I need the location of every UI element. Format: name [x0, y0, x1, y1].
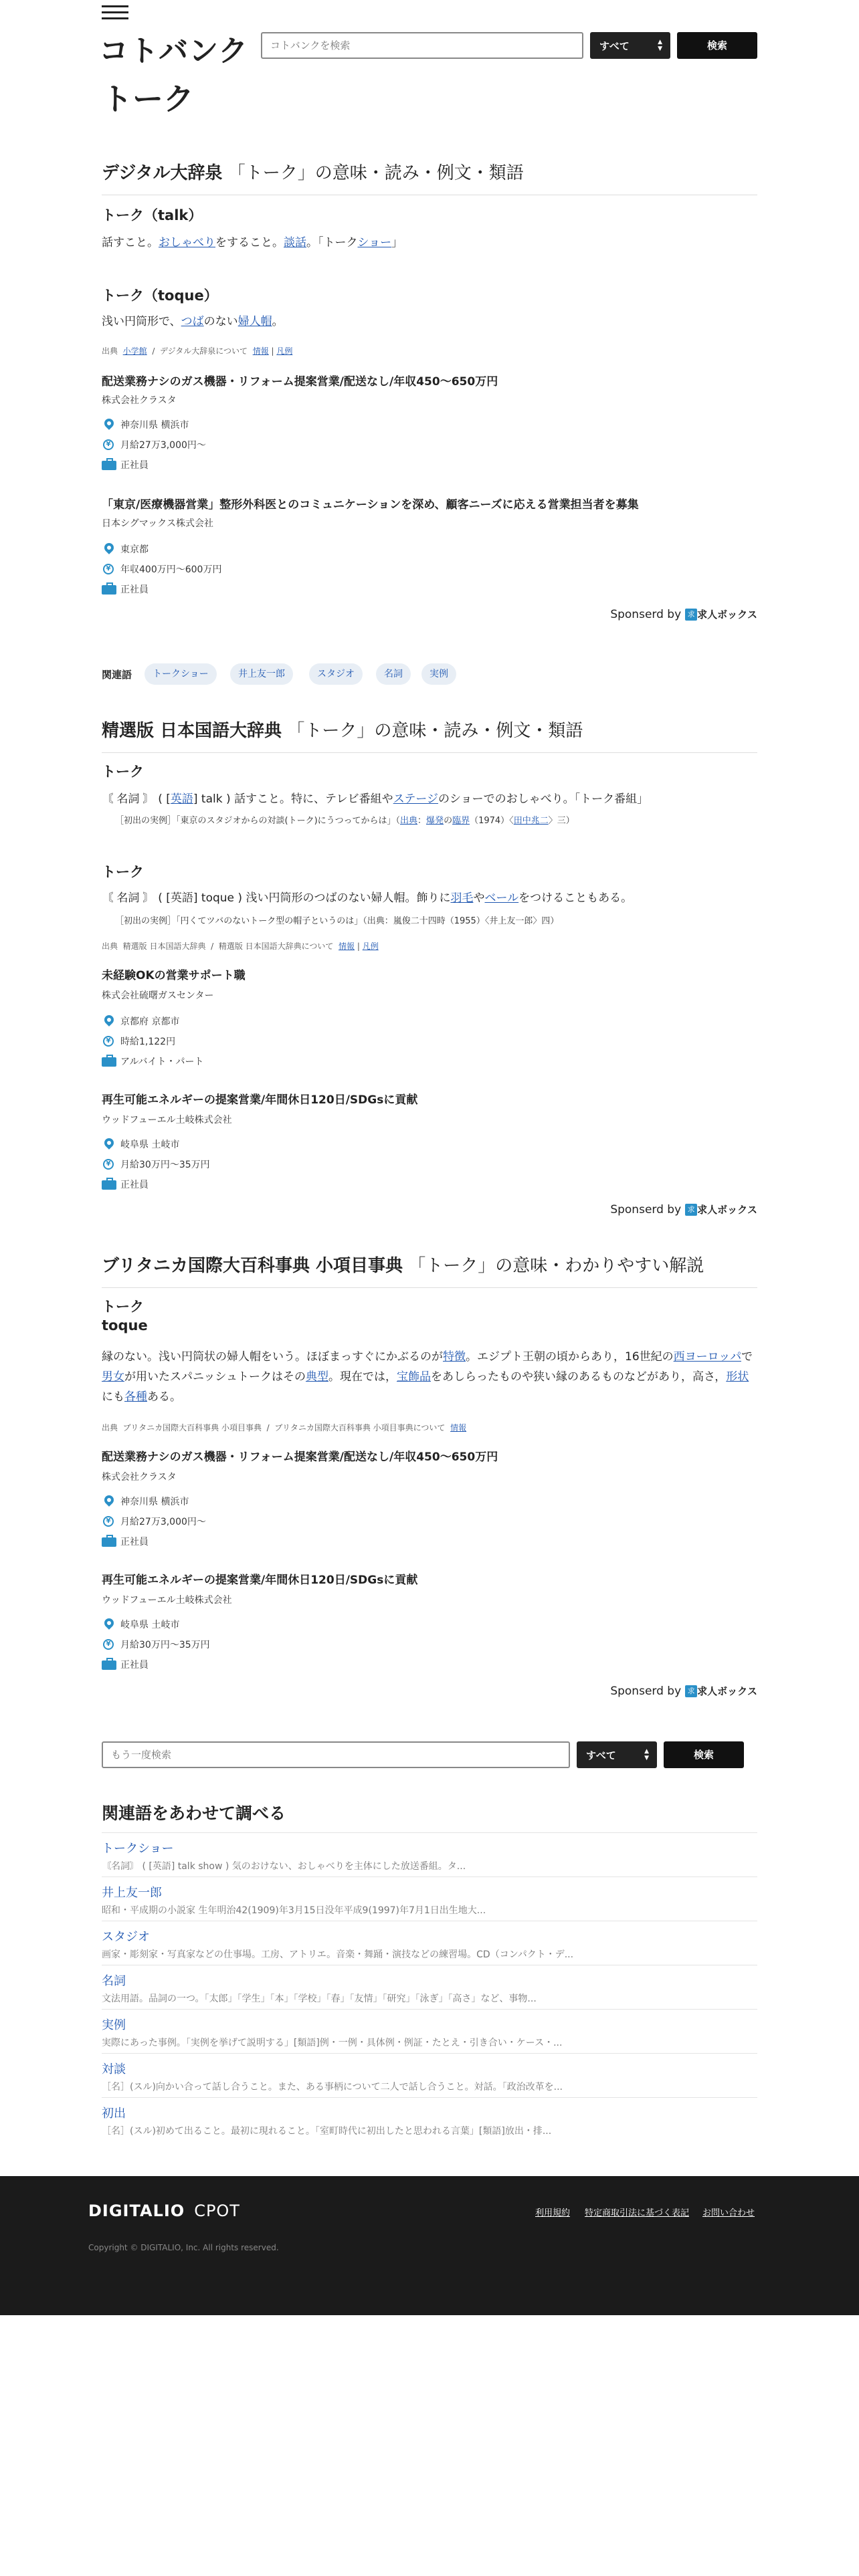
dict-name: 精選版 日本国語大辞典 [102, 721, 282, 741]
location-pin-icon [102, 1015, 118, 1029]
location-pin-icon [102, 543, 118, 556]
term-link[interactable]: つば [181, 315, 204, 328]
dict-name: ブリタニカ国際大百科事典 小項目事典 [102, 1256, 403, 1276]
source-link[interactable]: 小学館 [122, 346, 147, 356]
related-item-desc: 画家・彫刻家・写真家などの仕事場。工房、アトリエ。音楽・舞踊・演技などの練習場。CD（コンパクト・デ... [102, 1949, 574, 1960]
yen-icon: ¥ [102, 439, 118, 452]
select-caret-icon: ▲ ▼ [658, 39, 662, 52]
site-logo[interactable]: コトバンク [99, 34, 249, 68]
source-line: 出典 小学館 / デジタル大辞泉について 情報 | 凡例 [102, 346, 293, 356]
britannica-heading [102, 1252, 757, 1288]
job-type: 正社員 [102, 1658, 149, 1672]
briefcase-icon [102, 1658, 118, 1672]
term-link[interactable]: 田中兆二 [513, 816, 549, 826]
job-salary: ¥ 年収400万円～600万円 [102, 563, 221, 576]
related-item-title[interactable]: 名詞 [102, 1974, 126, 1988]
job-title[interactable]: 再生可能エネルギーの提案営業/年間休日120日/SDGsに貢献 [102, 1574, 418, 1587]
job-location: 岐阜県 土岐市 [102, 1138, 179, 1152]
job-company: 日本シグマックス株式会社 [102, 518, 214, 529]
job-type: 正社員 [102, 583, 149, 597]
related-item-title[interactable]: 実例 [102, 2018, 126, 2032]
kyujinbox-logo-icon: 求 [685, 1204, 697, 1216]
related-list-title: 関連語をあわせて調べる [102, 1804, 286, 1823]
term-link[interactable]: 男女 [102, 1370, 124, 1384]
example-link[interactable]: 凡例 [362, 942, 379, 951]
entry-term: トーク [102, 864, 144, 880]
entry-body: 〘 名詞 〙 ( [英語] talk ) 話すこと。特に、テレビ番組やステージのショーでのおしゃべり。「トーク番組」 [102, 792, 649, 806]
location-pin-icon [102, 1138, 118, 1152]
dict-heading-suffix: 「トーク」の意味・読み・例文・類語 [287, 721, 583, 741]
briefcase-icon [102, 1178, 118, 1192]
divider [102, 2053, 757, 2054]
kyujinbox-logo-icon: 求 [685, 1685, 697, 1697]
search-scope-select[interactable] [577, 1741, 657, 1768]
term-link[interactable]: ステージ [393, 792, 439, 806]
job-company: ウッドフューエル土岐株式会社 [102, 1115, 232, 1125]
info-link[interactable]: 情報 [252, 346, 269, 356]
footer-logo[interactable]: DIGITALIO CPOT [88, 2202, 240, 2220]
job-company: 株式会社硫曙ガスセンター [102, 990, 214, 1001]
yen-icon: ¥ [102, 1515, 118, 1529]
footer-link-terms[interactable]: 利用規約 [535, 2208, 571, 2218]
related-item-desc: ［名］(スル)向かい合って話し合うこと。また、ある事柄について二人で話し合うこと。対話。「政治改革を... [102, 2082, 563, 2092]
source-line: 出典 ブリタニカ国際大百科事典 小項目事典 / ブリタニカ国際大百科事典 小項目事典について 情報 [102, 1423, 467, 1432]
job-salary: ¥ 月給30万円～35万円 [102, 1158, 210, 1172]
related-item-desc: 〘名詞〙 ( [英語] talk show ) 気のおけない、おしゃべりを主体にした放送番組。タ... [102, 1861, 466, 1872]
term-link[interactable]: 西ヨーロッパ [673, 1350, 741, 1364]
related-chip[interactable]: 名詞 [376, 663, 411, 685]
search-input[interactable] [261, 32, 583, 59]
job-title[interactable]: 配送業務ナシのガス機器・リフォーム提案営業/配送なし/年収450～650万円 [102, 1451, 498, 1464]
entry-term: トーク（talk） [102, 207, 203, 223]
related-item-title[interactable]: トークショー [102, 1842, 174, 1856]
entry-body: 縁のない。浅い円筒状の婦人帽をいう。ほぼまっすぐにかぶるのが特徴。エジプト王朝の頃からあり，16世紀の西ヨーロッパで男女が用いたスパニッシュトークはその典型。現在では，宝飾品をあしらったものや狭い縁のあるものなどがあり，高さ，形状にも各種ある。 [102, 1350, 753, 1404]
briefcase-icon [102, 583, 118, 597]
related-chip[interactable]: トークショー [145, 663, 217, 685]
term-link[interactable]: 談話 [284, 236, 306, 249]
related-label: 関連語 [102, 669, 132, 681]
job-salary: ¥ 月給27万3,000円～ [102, 1515, 206, 1529]
dict-heading-suffix: 「トーク」の意味・わかりやすい解説 [408, 1256, 704, 1276]
related-item-desc: 文法用語。品詞の一つ。「太郎」「学生」「本」「学校」「春」「友情」「研究」「泳ぎ」「高さ」など、事物... [102, 1994, 537, 2004]
term-link[interactable]: 英語 [170, 792, 193, 806]
job-type: 正社員 [102, 1535, 149, 1549]
job-company: 株式会社クラスタ [102, 395, 177, 406]
job-salary: ¥ 月給27万3,000円～ [102, 439, 206, 452]
select-caret-icon: ▲ ▼ [644, 1748, 649, 1761]
sponsored-by[interactable]: Sponserd by 求 求人ボックス [610, 608, 757, 621]
search-scope-value: すべて [599, 40, 630, 52]
entry-term: トーク [102, 764, 144, 780]
briefcase-icon [102, 459, 118, 472]
info-link[interactable]: 情報 [339, 942, 355, 951]
location-pin-icon [102, 1618, 118, 1632]
footer-link-tokusho[interactable]: 特定商取引法に基づく表記 [585, 2208, 690, 2218]
yen-icon: ¥ [102, 1638, 118, 1652]
job-salary: ¥ 時給1,122円 [102, 1035, 175, 1049]
entry-body: 浅い円筒形で、つばのない婦人帽。 [102, 315, 284, 328]
daijisen-heading [102, 159, 757, 195]
term-link[interactable]: 臨界 [452, 816, 470, 826]
term-link[interactable]: 形状 [726, 1370, 749, 1384]
related-chip[interactable]: 井上友一郎 [230, 663, 293, 685]
job-type: アルバイト・パート [102, 1055, 203, 1069]
kyujinbox-logo-icon: 求 [685, 609, 697, 621]
job-title[interactable]: 「東京/医療機器営業」整形外科医とのコミュニケーションを深め、顧客ニーズに応える営業担当者を募集 [102, 498, 639, 512]
term-link[interactable]: 羽毛 [450, 891, 474, 905]
related-chip[interactable]: スタジオ [309, 663, 363, 685]
related-item-desc: 昭和・平成期の小説家 生年明治42(1909)年3月15日没年平成9(1997)年7月1日出生地大... [102, 1905, 486, 1916]
example-note: ［初出の実例］「東京のスタジオからの対談(トーク)にうつってからは」（出典：爆発の臨界（1974）〈田中兆二〉三） [115, 816, 575, 826]
related-item-desc: 実際にあった事例。「実例を挙げて説明する」[類語]例・一例・具体例・例証・たとえ・引き合い・ケース・... [102, 2038, 563, 2048]
entry-term-en: toque [102, 1317, 148, 1333]
related-item-title[interactable]: 対談 [102, 2062, 126, 2076]
example-link[interactable]: 凡例 [276, 346, 293, 356]
example-note: ［初出の実例］「円くてツバのないトーク型の帽子というのは」（出典：嵐俊二十四時（1955）〈井上友一郎〉四） [115, 916, 559, 926]
job-company: ウッドフューエル土岐株式会社 [102, 1595, 232, 1606]
divider [102, 1876, 757, 1877]
footer-link-contact[interactable]: お問い合わせ [702, 2208, 755, 2218]
job-location: 東京都 [102, 543, 149, 556]
entry-body: 話すこと。おしゃべりをすること。談話。「トークショー」 [102, 236, 403, 249]
sponsored-by[interactable]: Sponserd by 求 求人ボックス [610, 1203, 757, 1216]
copyright: Copyright © DIGITALIO, Inc. All rights reserved. [88, 2243, 279, 2252]
term-link[interactable]: ショー [357, 236, 392, 249]
sponsored-by[interactable]: Sponserd by 求 求人ボックス [610, 1685, 757, 1698]
yen-icon: ¥ [102, 563, 118, 576]
term-link[interactable]: 各種 [124, 1390, 147, 1404]
term-link[interactable]: ベール [484, 891, 519, 905]
yen-icon: ¥ [102, 1035, 118, 1049]
job-type: 正社員 [102, 1178, 149, 1192]
divider [102, 2009, 757, 2010]
dict-heading-suffix: 「トーク」の意味・読み・例文・類語 [227, 163, 524, 183]
info-link[interactable]: 情報 [450, 1423, 467, 1432]
term-link[interactable]: 出典 [400, 816, 418, 826]
search-again-button[interactable]: 検索 [664, 1741, 744, 1768]
sponsor-brand: 求人ボックス [697, 1685, 757, 1697]
related-item-title[interactable]: スタジオ [102, 1930, 150, 1944]
sponsor-brand: 求人ボックス [697, 1204, 757, 1216]
term-link[interactable]: 典型 [305, 1370, 328, 1384]
divider [102, 1832, 757, 1833]
nikkoku-heading [102, 717, 757, 753]
related-item-title[interactable]: 井上友一郎 [102, 1886, 162, 1900]
entry-body: 〘 名詞 〙 ( [英語] toque ) 浅い円筒形のつばのない婦人帽。飾りに羽毛やベールをつけることもある。 [102, 891, 633, 905]
term-link[interactable]: 特徴 [443, 1350, 466, 1364]
related-item-title[interactable]: 初出 [102, 2107, 126, 2121]
term-link[interactable]: 爆発 [426, 816, 444, 826]
search-again-input[interactable] [102, 1741, 570, 1768]
entry-term: トーク [102, 1299, 144, 1315]
job-title[interactable]: 再生可能エネルギーの提案営業/年間休日120日/SDGsに貢献 [102, 1093, 418, 1107]
briefcase-icon [102, 1535, 118, 1549]
source-line: 出典 精選版 日本国語大辞典 / 精選版 日本国語大辞典について 情報 | 凡例 [102, 942, 379, 951]
search-scope-value: すべて [586, 1749, 616, 1761]
term-link[interactable]: 婦人帽 [237, 315, 272, 328]
job-title[interactable]: 配送業務ナシのガス機器・リフォーム提案営業/配送なし/年収450～650万円 [102, 375, 498, 389]
job-title[interactable]: 未経験OKの営業サポート職 [102, 969, 246, 982]
menu-icon[interactable] [102, 5, 128, 20]
related-chip[interactable]: 実例 [421, 663, 456, 685]
location-pin-icon [102, 1495, 118, 1509]
briefcase-icon [102, 1055, 118, 1069]
search-button[interactable]: 検索 [677, 32, 757, 59]
page-title: トーク [102, 81, 194, 117]
job-location: 神奈川県 横浜市 [102, 1495, 189, 1509]
divider [102, 2097, 757, 2098]
term-link[interactable]: 宝飾品 [396, 1370, 431, 1384]
job-location: 岐阜県 土岐市 [102, 1618, 179, 1632]
sponsor-brand: 求人ボックス [697, 609, 757, 621]
yen-icon: ¥ [102, 1158, 118, 1172]
job-location: 神奈川県 横浜市 [102, 419, 189, 432]
job-salary: ¥ 月給30万円～35万円 [102, 1638, 210, 1652]
job-type: 正社員 [102, 459, 149, 472]
site-footer [0, 2176, 859, 2315]
location-pin-icon [102, 419, 118, 432]
search-scope-select[interactable] [590, 32, 670, 59]
related-item-desc: ［名］(スル)初めて出ること。最初に現れること。「室町時代に初出したと思われる言葉」[類語]放出・排... [102, 2126, 552, 2137]
dict-name: デジタル大辞泉 [102, 163, 223, 183]
job-location: 京都府 京都市 [102, 1015, 179, 1029]
entry-term: トーク（toque） [102, 288, 218, 304]
term-link[interactable]: おしゃべり [159, 236, 215, 249]
job-company: 株式会社クラスタ [102, 1472, 177, 1483]
